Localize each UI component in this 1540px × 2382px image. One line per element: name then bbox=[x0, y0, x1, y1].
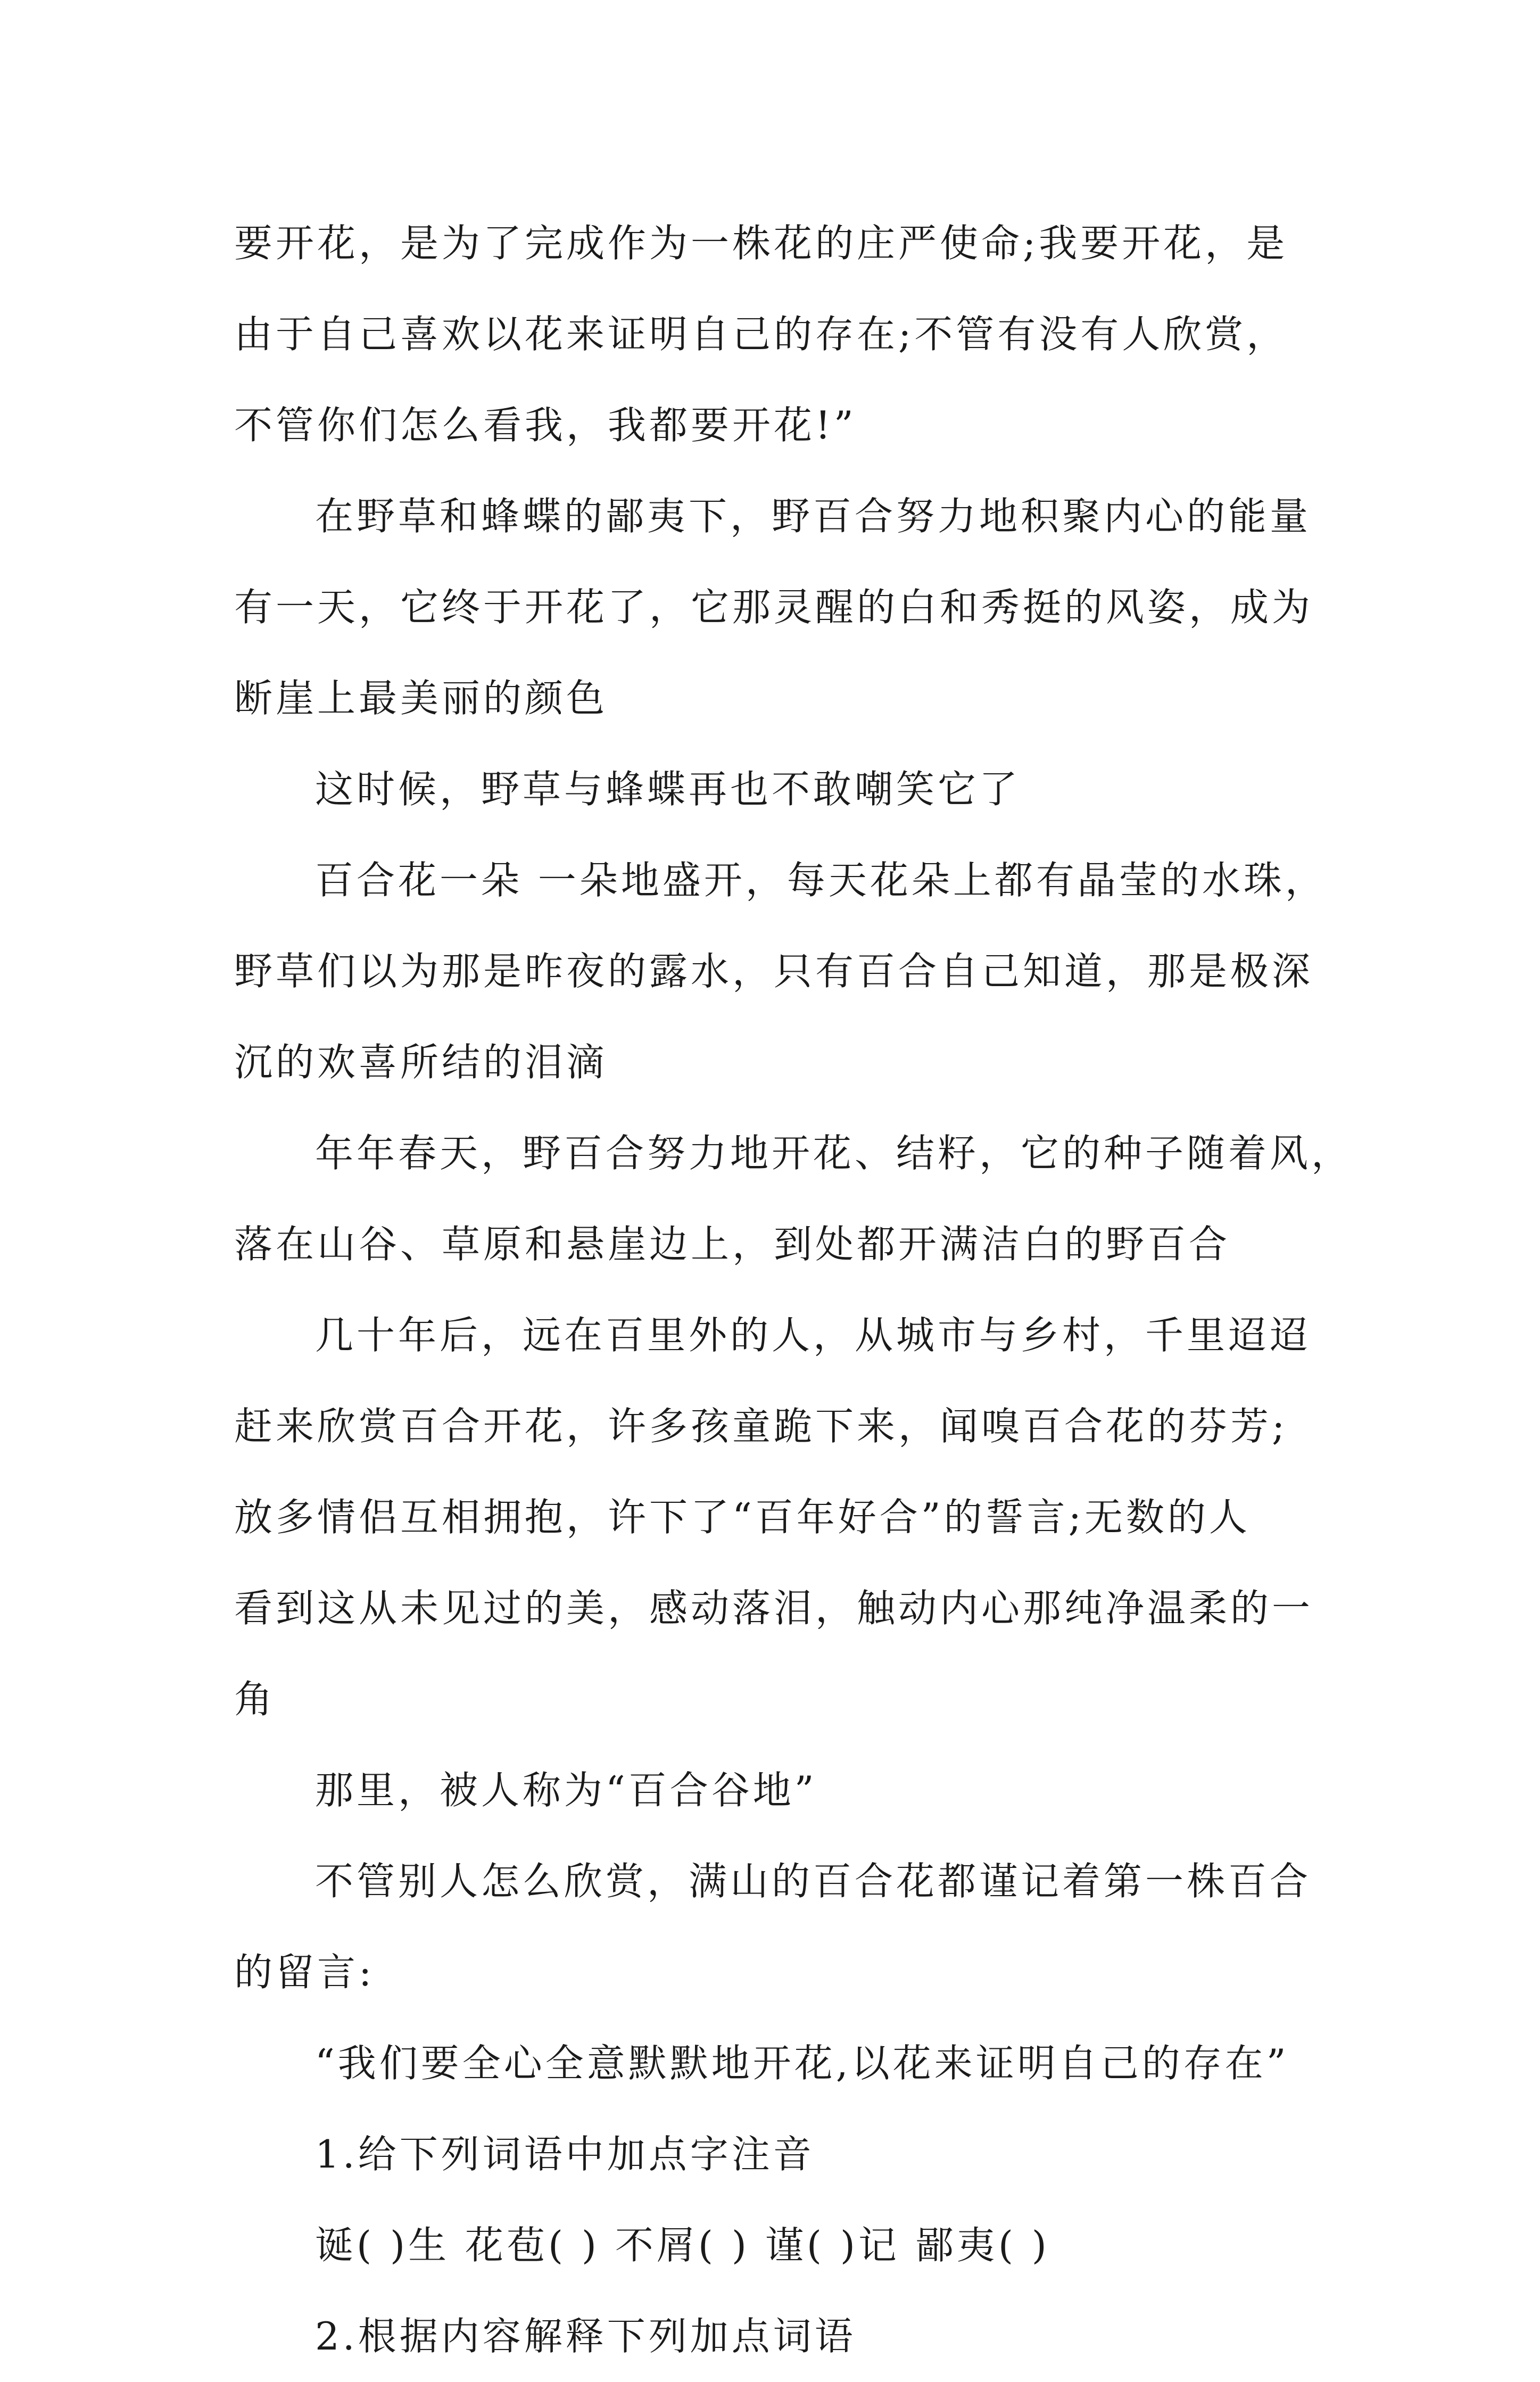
text-line: 赶来欣赏百合开花，许多孩童跪下来，闻嗅百合花的芬芳; bbox=[234, 1404, 1288, 1449]
text-line: 落在山谷、草原和悬崖边上，到处都开满洁白的野百合 bbox=[234, 1222, 1231, 1267]
text-line: 野草们以为那是昨夜的露水，只有百合自己知道，那是极深 bbox=[234, 949, 1314, 994]
document-body bbox=[234, 198, 1353, 2382]
text-line: “我们要全心全意默默地开花,以花来证明自己的存在” bbox=[315, 2041, 1289, 2086]
text-line: 的留言: bbox=[234, 1950, 375, 1995]
text-line: 角 bbox=[234, 1677, 276, 1722]
text-line: 这时候，野草与蜂蝶再也不敢嘲笑它了 bbox=[315, 767, 1021, 812]
text-line: 放多情侣互相拥抱，许下了“百年好合”的誓言;无数的人 bbox=[234, 1495, 1251, 1540]
text-line: 那里，被人称为“百合谷地” bbox=[315, 1768, 817, 1813]
text-line: 要开花，是为了完成作为一株花的庄严使命;我要开花，是 bbox=[234, 221, 1288, 266]
text-line: 不管别人怎么欣赏，满山的百合花都谨记着第一株百合 bbox=[315, 1859, 1312, 1904]
question-fill-in: 诞( )生 花苞( ) 不屑( ) 谨( )记 鄙夷( ) bbox=[315, 2223, 1050, 2268]
text-line: 几十年后，远在百里外的人，从城市与乡村，千里迢迢 bbox=[315, 1313, 1312, 1358]
text-line: 年年春天，野百合努力地开花、结籽，它的种子随着风， bbox=[315, 1131, 1353, 1176]
text-line: 在野草和蜂蝶的鄙夷下，野百合努力地积聚内心的能量 bbox=[315, 494, 1312, 539]
question-heading: 2.根据内容解释下列加点词语 bbox=[315, 2314, 856, 2359]
question-heading: 1.给下列词语中加点字注音 bbox=[315, 2132, 815, 2177]
text-line: 看到这从未见过的美，感动落泪，触动内心那纯净温柔的一 bbox=[234, 1586, 1314, 1631]
text-line: 不管你们怎么看我，我都要开花!” bbox=[234, 403, 857, 448]
text-line: 有一天，它终于开花了，它那灵醒的白和秀挺的风姿，成为 bbox=[234, 585, 1314, 630]
text-line: 断崖上最美丽的颜色 bbox=[234, 676, 608, 721]
text-line: 百合花一朵 一朵地盛开，每天花朵上都有晶莹的水珠， bbox=[315, 858, 1327, 903]
text-line: 由于自己喜欢以花来证明自己的存在;不管有没有人欣赏， bbox=[234, 312, 1288, 357]
text-line: 沉的欢喜所结的泪滴 bbox=[234, 1040, 608, 1085]
